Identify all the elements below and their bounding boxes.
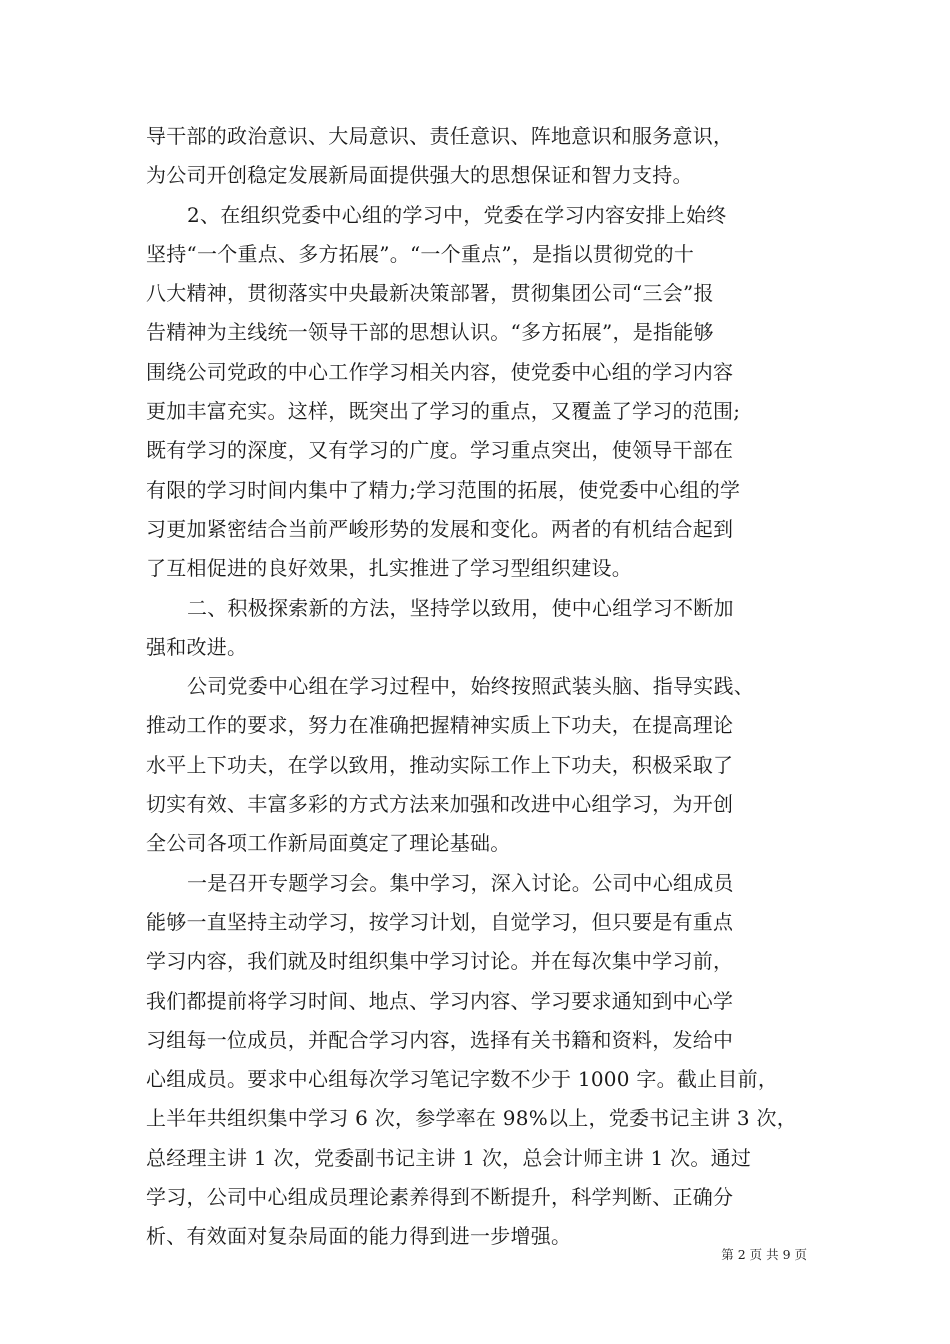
text-line: 能够一直坚持主动学习，按学习计划，自觉学习，但只要是有重点 — [146, 909, 734, 934]
text-line: 推动工作的要求，努力在准确把握精神实质上下功夫，在提高理论 — [146, 713, 734, 738]
document-body — [146, 117, 806, 1257]
paragraph — [146, 117, 806, 196]
text-line: 有限的学习时间内集中了精力;学习范围的拓展，使党委中心组的学 — [146, 477, 741, 502]
text-line: 一是召开专题学习会。集中学习，深入讨论。公司中心组成员 — [187, 870, 734, 895]
text-line: 学习，公司中心组成员理论素养得到不断提升，科学判断、正确分 — [146, 1185, 734, 1210]
text-line: 导干部的政治意识、大局意识、责任意识、阵地意识和服务意识， — [146, 124, 734, 148]
paragraph — [146, 589, 806, 668]
text-line: 公司党委中心组在学习过程中，始终按照武装头脑、指导实践、 — [187, 674, 754, 699]
paragraph — [146, 196, 806, 589]
text-line: 二、积极探索新的方法，坚持学以致用，使中心组学习不断加 — [187, 595, 734, 620]
text-line: 既有学习的深度，又有学习的广度。学习重点突出，使领导干部在 — [146, 438, 734, 463]
text-line: 习组每一位成员，并配合学习内容，选择有关书籍和资料，发给中 — [146, 1027, 734, 1052]
text-line: 水平上下功夫，在学以致用，推动实际工作上下功夫，积极采取了 — [146, 752, 734, 777]
paragraph — [146, 864, 806, 1257]
text-line: 上半年共组织集中学习 6 次，参学率在 98%以上，党委书记主讲 3 次， — [146, 1106, 797, 1131]
text-line: 强和改进。 — [146, 634, 248, 659]
text-line: 更加丰富充实。这样，既突出了学习的重点，又覆盖了学习的范围; — [146, 399, 741, 424]
text-line: 我们都提前将学习时间、地点、学习内容、学习要求通知到中心学 — [146, 988, 734, 1013]
text-line: 告精神为主线统一领导干部的思想认识。“多方拓展”，是指能够 — [146, 320, 714, 345]
paragraph — [146, 667, 806, 863]
text-line: 2、在组织党委中心组的学习中，党委在学习内容安排上始终 — [187, 202, 727, 227]
text-line: 了互相促进的良好效果，扎实推进了学习型组织建设。 — [146, 556, 632, 581]
text-line: 切实有效、丰富多彩的方式方法来加强和改进中心组学习，为开创 — [146, 792, 734, 817]
text-line: 八大精神，贯彻落实中央最新决策部署，贯彻集团公司“三会”报 — [146, 281, 714, 306]
page-number-footer: 第 2 页 共 9 页 — [721, 1247, 807, 1262]
text-line: 总经理主讲 1 次，党委副书记主讲 1 次，总会计师主讲 1 次。通过 — [146, 1145, 752, 1170]
text-line: 学习内容，我们就及时组织集中学习讨论。并在每次集中学习前， — [146, 949, 734, 974]
text-line: 为公司开创稳定发展新局面提供强大的思想保证和智力支持。 — [146, 163, 693, 188]
text-line: 心组成员。要求中心组每次学习笔记字数不少于 1000 字。截止目前， — [146, 1067, 779, 1092]
text-line: 围绕公司党政的中心工作学习相关内容，使党委中心组的学习内容 — [146, 359, 734, 384]
text-line: 全公司各项工作新局面奠定了理论基础。 — [146, 831, 511, 856]
text-line: 析、有效面对复杂局面的能力得到进一步增强。 — [146, 1224, 572, 1249]
text-line: 习更加紧密结合当前严峻形势的发展和变化。两者的有机结合起到 — [146, 516, 734, 541]
text-line: 坚持“一个重点、多方拓展”。“一个重点”，是指以贯彻党的十 — [146, 241, 695, 266]
